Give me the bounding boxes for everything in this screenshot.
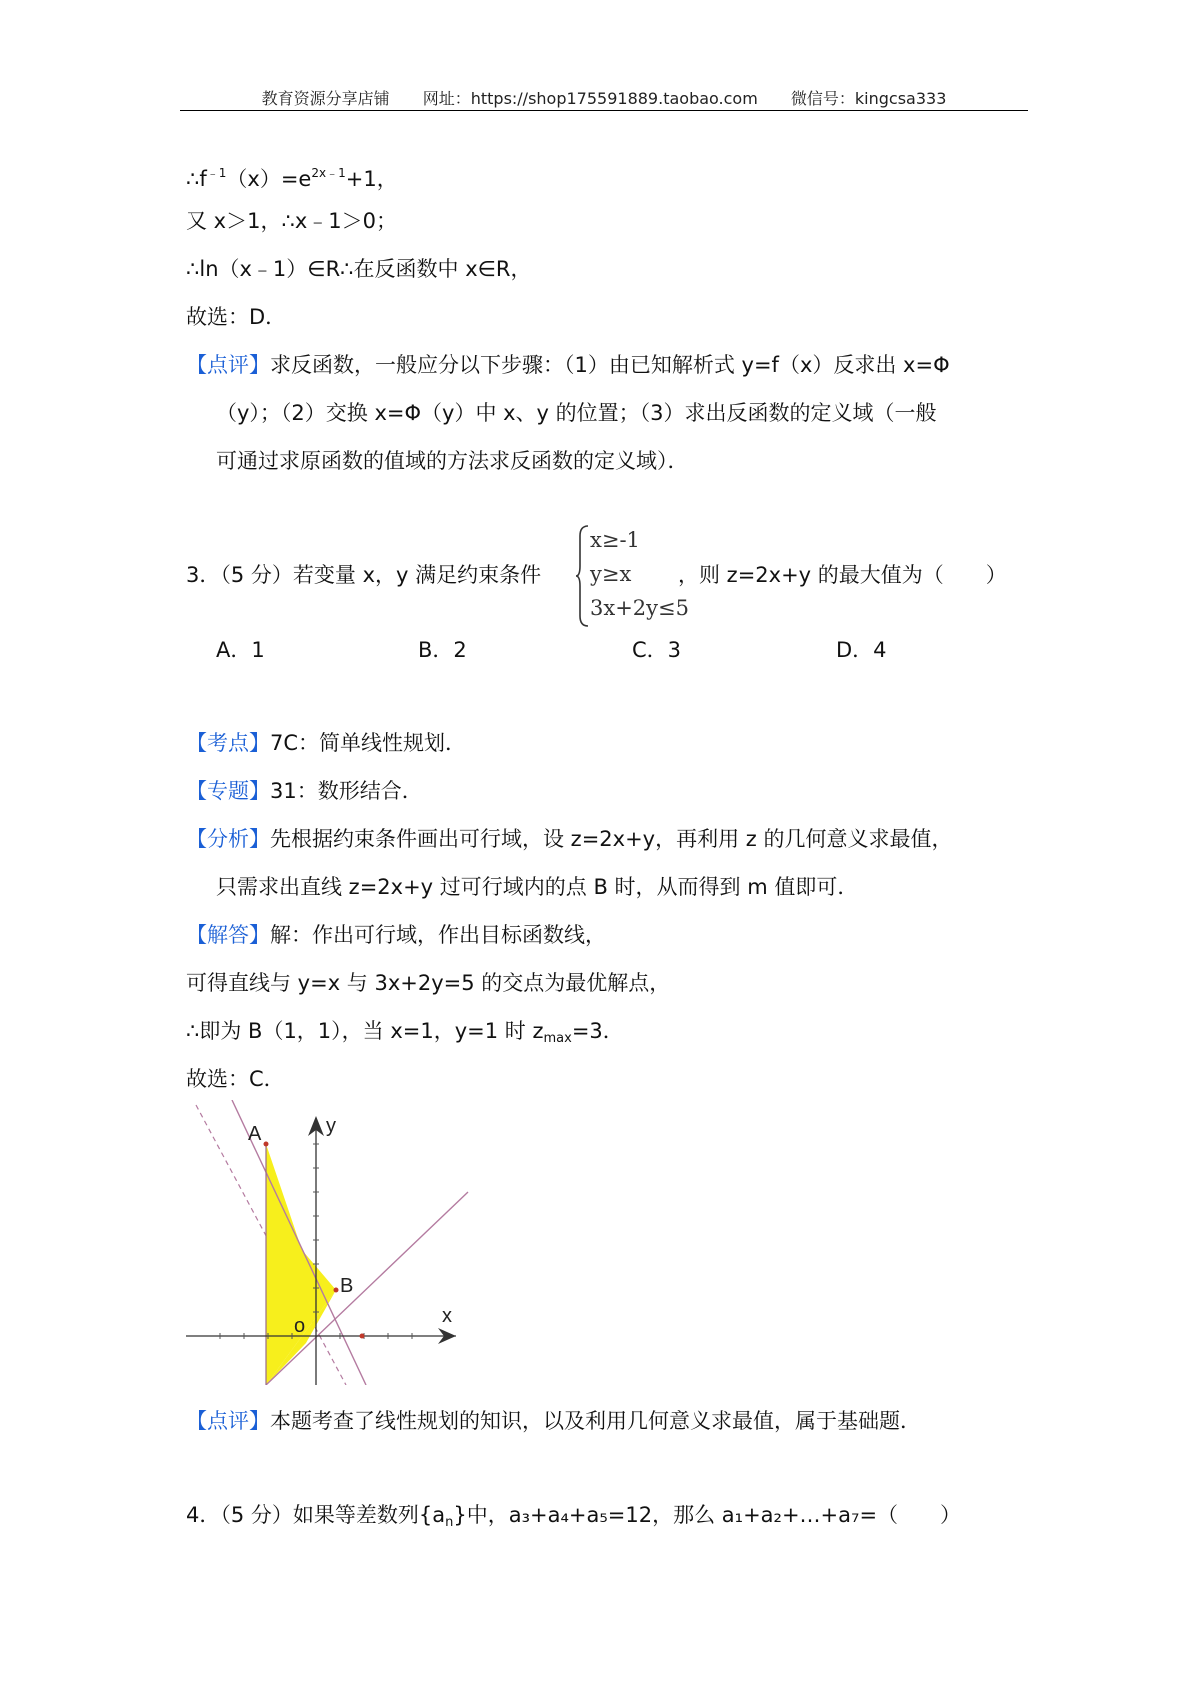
q2-line-1: $\therefore f^{﹣1}(x)=e^{2x﹣1}+1$，	[186, 166, 398, 191]
fenxi-line-2: 只需求出直线 z=2x+y 过可行域内的点 B 时，从而得到 m 值即可．	[216, 875, 859, 899]
point-x-intercept	[360, 1334, 365, 1339]
zhuanti-line: 【专题】31：数形结合．	[186, 779, 423, 803]
q2-line-4: 故选：D．	[186, 305, 287, 329]
condition-3: 3x+2y≤5	[590, 596, 689, 620]
header-shop: 教育资源分享店铺	[261, 89, 390, 108]
jieda-line-4: 故选：C．	[186, 1067, 285, 1091]
choice-c: C．3	[632, 638, 682, 662]
comment-tag: 【点评】	[186, 353, 270, 377]
jieda-line-3: ∴即为 B（1，1），当 x=1，y=1 时 $z_{max}=3$．	[186, 1019, 624, 1046]
jieda-line-2: 可得直线与 y=x 与 3x+2y=5 的交点为最优解点，	[186, 971, 671, 995]
q3-stem-pre: 3．（5 分）若变量 x，y 满足约束条件	[186, 563, 542, 587]
condition-2: y≥x	[590, 562, 632, 586]
feasible-region	[266, 1144, 336, 1385]
condition-1: x≥-1	[590, 528, 640, 552]
choice-b: B．2	[418, 638, 467, 662]
q4-stem: 4．（5 分）如果等差数列$\{a_n\}$中，a₃+a₄+a₅=12，那么 a₁+a₂+…+a₇=（ ）	[186, 1503, 962, 1530]
graph-svg	[186, 1100, 476, 1385]
header-rule	[180, 110, 1028, 111]
page-header	[180, 86, 1028, 109]
q2-comment-1: 【点评】求反函数，一般应分以下步骤：（1）由已知解析式 y=f（x）反求出 x=Φ	[186, 353, 950, 377]
q2-line-2: 又 x＞1，∴x﹣1＞0；	[186, 209, 397, 233]
choice-a: A．1	[216, 638, 265, 662]
choice-d: D．4	[836, 638, 887, 662]
label-y: y	[326, 1115, 336, 1137]
left-brace-icon	[576, 524, 590, 628]
fenxi-line-1: 【分析】先根据约束条件画出可行域，设 z=2x+y，再利用 z 的几何意义求最值，	[186, 827, 953, 851]
point-a	[264, 1142, 269, 1147]
header-url[interactable]: 网址：https://shop175591889.taobao.com	[422, 89, 758, 108]
header-wechat: 微信号：kingcsa333	[790, 89, 947, 108]
label-a: A	[248, 1123, 262, 1145]
q2-comment-2: （y）；（2）交换 x=Φ（y）中 x、y 的位置；（3）求出反函数的定义域（一般	[216, 401, 937, 425]
kaodian-line: 【考点】7C：简单线性规划．	[186, 731, 467, 755]
label-x: x	[442, 1305, 452, 1327]
q3-stem-post: ，则 z=2x+y 的最大值为（ ）	[678, 563, 1007, 587]
q2-line-3: ∴ln（x﹣1）∈R∴在反函数中 x∈R，	[186, 257, 532, 281]
q2-comment-3: 可通过求原函数的值域的方法求反函数的定义域）．	[216, 449, 689, 473]
label-b: B	[340, 1275, 354, 1297]
jieda-line-1: 【解答】解：作出可行域，作出目标函数线，	[186, 923, 606, 947]
feasible-region-graph	[186, 1100, 476, 1389]
label-o: o	[294, 1315, 306, 1337]
dianping-line: 【点评】本题考查了线性规划的知识，以及利用几何意义求最值，属于基础题．	[186, 1409, 921, 1433]
point-b	[334, 1288, 339, 1293]
